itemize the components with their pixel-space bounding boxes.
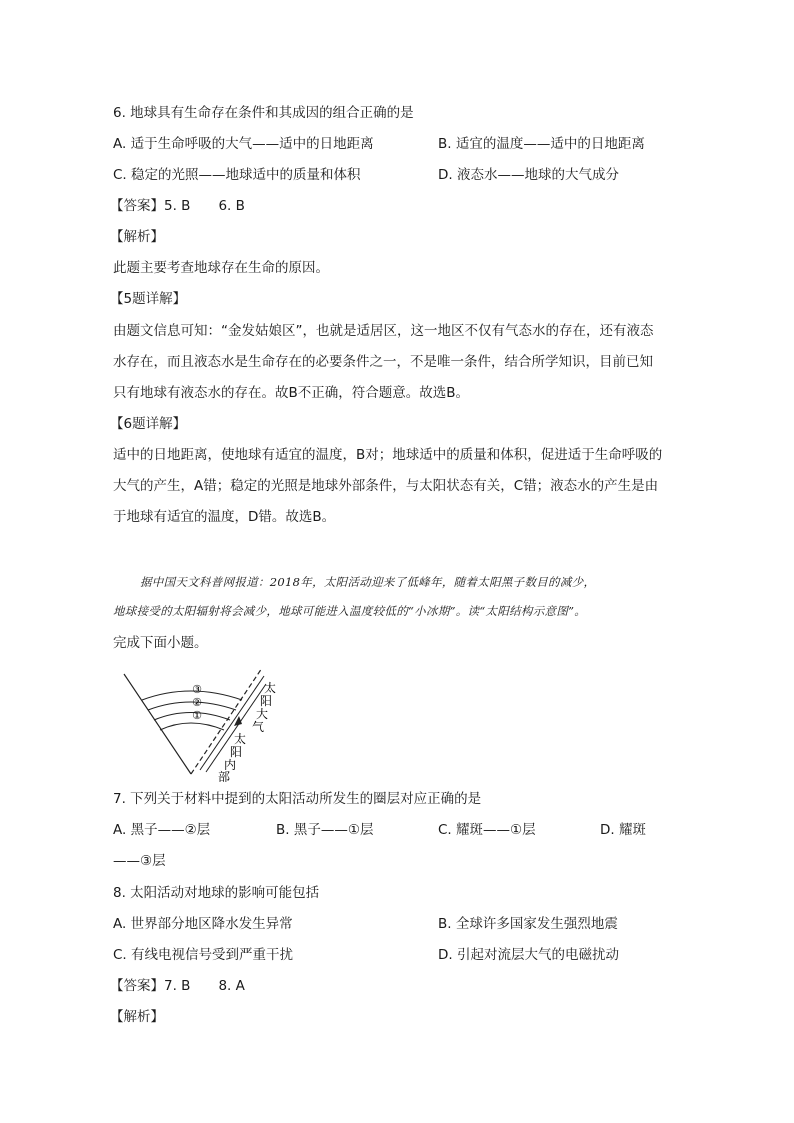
layer-2-label: ②	[192, 696, 202, 709]
q5-detail-line: 只有地球有液态水的存在。故B不正确，符合题意。故选B。	[113, 385, 470, 401]
q5-detail-label: 【5题详解】	[110, 291, 187, 307]
answer-8: 8. A	[218, 978, 245, 994]
q6-detail-line: 于地球有适宜的温度，D错。故选B。	[113, 509, 336, 525]
material-instruction: 完成下面小题。	[113, 635, 208, 651]
q8-option-d: D. 引起对流层大气的电磁扰动	[438, 947, 619, 963]
q7-option-d: D. 耀斑	[600, 822, 646, 838]
material-line: 地球接受的太阳辐射将会减少，地球可能进入温度较低的“小冰期”。读“太阳结构示意图”。	[113, 604, 587, 618]
answer-5: 5. B	[164, 198, 191, 214]
q8-option-c: C. 有线电视信号受到严重干扰	[113, 947, 294, 963]
answer-row-1	[110, 196, 245, 216]
q6-option-b: B. 适宜的温度——适中的日地距离	[438, 136, 645, 152]
label-solar-atmosphere: 太	[264, 681, 277, 695]
label-solar-interior: 太	[234, 732, 247, 746]
label-solar-interior: 阳	[230, 745, 243, 759]
answer-row-2	[110, 976, 245, 996]
answer-6: 6. B	[218, 198, 245, 214]
q7-option-c: C. 耀斑——①层	[438, 822, 536, 838]
analysis-label-2: 【解析】	[110, 1009, 164, 1025]
q6-option-d: D. 液态水——地球的大气成分	[438, 167, 619, 183]
q6-detail-line: 适中的日地距离，使地球有适宜的温度，B对；地球适中的质量和体积，促进适于生命呼吸的	[113, 447, 663, 463]
q6-stem: 6. 地球具有生命存在条件和其成因的组合正确的是	[113, 105, 414, 121]
q5-detail-line: 水存在，而且液态水是生命存在的必要条件之一，不是唯一条件，结合所学知识，目前已知	[113, 354, 653, 370]
q7-option-d-cont: ——③层	[113, 853, 166, 869]
layer-3-label: ③	[192, 683, 202, 696]
q7-stem: 7. 下列关于材料中提到的太阳活动所发生的圈层对应正确的是	[113, 791, 482, 807]
q5-detail-line: 由题文信息可知：“金发姑娘区”，也就是适居区，这一地区不仅有气态水的存在，还有液态	[113, 323, 654, 339]
answer-label: 【答案】	[110, 198, 164, 214]
analysis-intro: 此题主要考查地球存在生命的原因。	[113, 260, 329, 276]
material-line: 据中国天文科普网报道：2018年，太阳活动迎来了低峰年，随着太阳黑子数目的减少，	[140, 575, 596, 589]
q8-stem: 8. 太阳活动对地球的影响可能包括	[113, 885, 320, 901]
label-solar-atmosphere: 大	[256, 707, 269, 721]
q7-option-b: B. 黑子——①层	[276, 822, 374, 838]
q6-detail-line: 大气的产生，A错；稳定的光照是地球外部条件，与太阳状态有关，C错；液态水的产生是由	[113, 478, 659, 494]
layer-1-label: ①	[192, 709, 202, 722]
label-solar-atmosphere: 气	[252, 720, 265, 734]
label-solar-atmosphere: 阳	[260, 694, 273, 708]
answer-label: 【答案】	[110, 978, 164, 994]
q6-option-a: A. 适于生命呼吸的大气——适中的日地距离	[113, 136, 374, 152]
label-solar-interior: 内	[224, 758, 237, 772]
q6-option-c: C. 稳定的光照——地球适中的质量和体积	[113, 167, 361, 183]
sun-structure-diagram	[118, 662, 288, 782]
q8-option-b: B. 全球许多国家发生强烈地震	[438, 916, 618, 932]
answer-7: 7. B	[164, 978, 191, 994]
layer-arc-0	[160, 723, 224, 730]
q7-option-a: A. 黑子——②层	[113, 822, 211, 838]
q8-option-a: A. 世界部分地区降水发生异常	[113, 916, 293, 932]
analysis-label: 【解析】	[110, 229, 164, 245]
q6-detail-label: 【6题详解】	[110, 416, 187, 432]
label-solar-interior: 部	[218, 770, 231, 782]
